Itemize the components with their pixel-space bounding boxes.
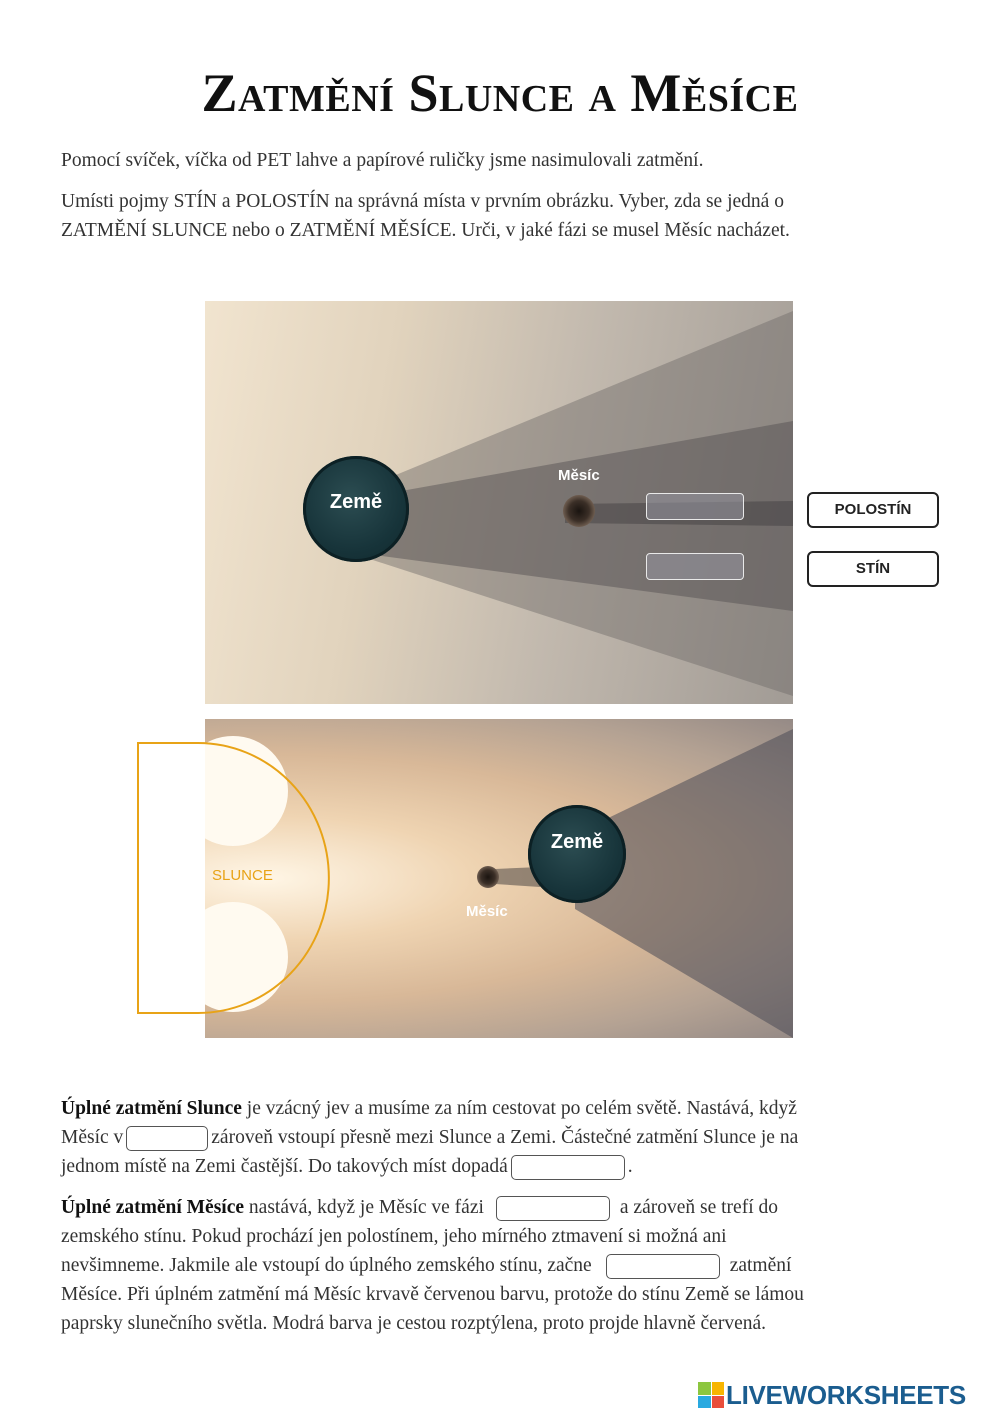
sun-label: SLUNCE <box>212 867 273 884</box>
chip-polostin[interactable]: POLOSTÍN <box>807 492 939 528</box>
drop-zone-upper[interactable] <box>646 493 744 520</box>
earth-cap <box>528 805 626 903</box>
chip-stin[interactable]: STÍN <box>807 551 939 587</box>
lunar-text: zatmění <box>729 1255 792 1276</box>
moon-object <box>477 866 499 888</box>
solar-text: jednom místě na Zemi častější. Do takových míst dopadá <box>61 1156 508 1177</box>
lunar-blank-1[interactable] <box>496 1196 610 1221</box>
lunar-text: nevšimneme. Jakmile ale vstoupí do úplného zemského stínu, začne <box>61 1255 592 1276</box>
solar-text: Měsíc v <box>61 1127 124 1148</box>
brand-text: LIVEWORKSHEETS <box>726 1379 966 1410</box>
lunar-text: Měsíce. Při úplném zatmění má Měsíc krvavě červenou barvu, protože do stínu Země se lámou <box>61 1284 804 1305</box>
page-title: Zatmění Slunce a Měsíce <box>201 63 799 123</box>
solar-bold: Úplné zatmění Slunce <box>61 1098 242 1119</box>
solar-text: . <box>627 1156 633 1177</box>
earth-label: Země <box>329 491 383 513</box>
solar-blank-1[interactable] <box>126 1126 208 1151</box>
solar-blank-2[interactable] <box>511 1155 625 1180</box>
instructions-text <box>61 187 941 245</box>
lunar-text: a zároveň se trefí do <box>619 1197 778 1218</box>
moon-label: Měsíc <box>558 467 600 484</box>
solar-text: je vzácný jev a musíme za ním cestovat po celém světě. Nastává, když <box>241 1098 797 1119</box>
liveworksheets-logo-icon <box>698 1382 724 1408</box>
instructions-line: ZATMĚNÍ SLUNCE nebo o ZATMĚNÍ MĚSÍCE. Urči, v jaké fázi se musel Měsíc nacházet. <box>61 220 790 241</box>
lunar-text: zemského stínu. Pokud prochází jen polostínem, jeho mírného ztmavení si možná ani <box>61 1226 727 1247</box>
lunar-text: paprsky slunečního světla. Modrá barva je cestou rozptýlena, proto projde hlavně červená. <box>61 1313 766 1334</box>
lunar-eclipse-paragraph <box>61 1193 941 1338</box>
earth-label: Země <box>550 831 604 853</box>
lunar-blank-2[interactable] <box>606 1254 720 1279</box>
moon-label: Měsíc <box>466 903 508 920</box>
lunar-bold: Úplné zatmění Měsíce <box>61 1197 245 1218</box>
intro-text: Pomocí svíček, víčka od PET lahve a papírové ruličky jsme nasimulovali zatmění. <box>61 150 704 171</box>
drop-zone-lower[interactable] <box>646 553 744 580</box>
solar-eclipse-paragraph <box>61 1094 941 1181</box>
liveworksheets-brand <box>698 1379 966 1411</box>
moon-object <box>563 495 595 527</box>
solar-text: zároveň vstoupí přesně mezi Slunce a Zemi. Částečné zatmění Slunce je na <box>211 1127 799 1148</box>
lunar-text: nastává, když je Měsíc ve fázi <box>244 1197 484 1218</box>
instructions-line: Umísti pojmy STÍN a POLOSTÍN na správná místa v prvním obrázku. Vyber, zda se jedná o <box>61 191 784 212</box>
